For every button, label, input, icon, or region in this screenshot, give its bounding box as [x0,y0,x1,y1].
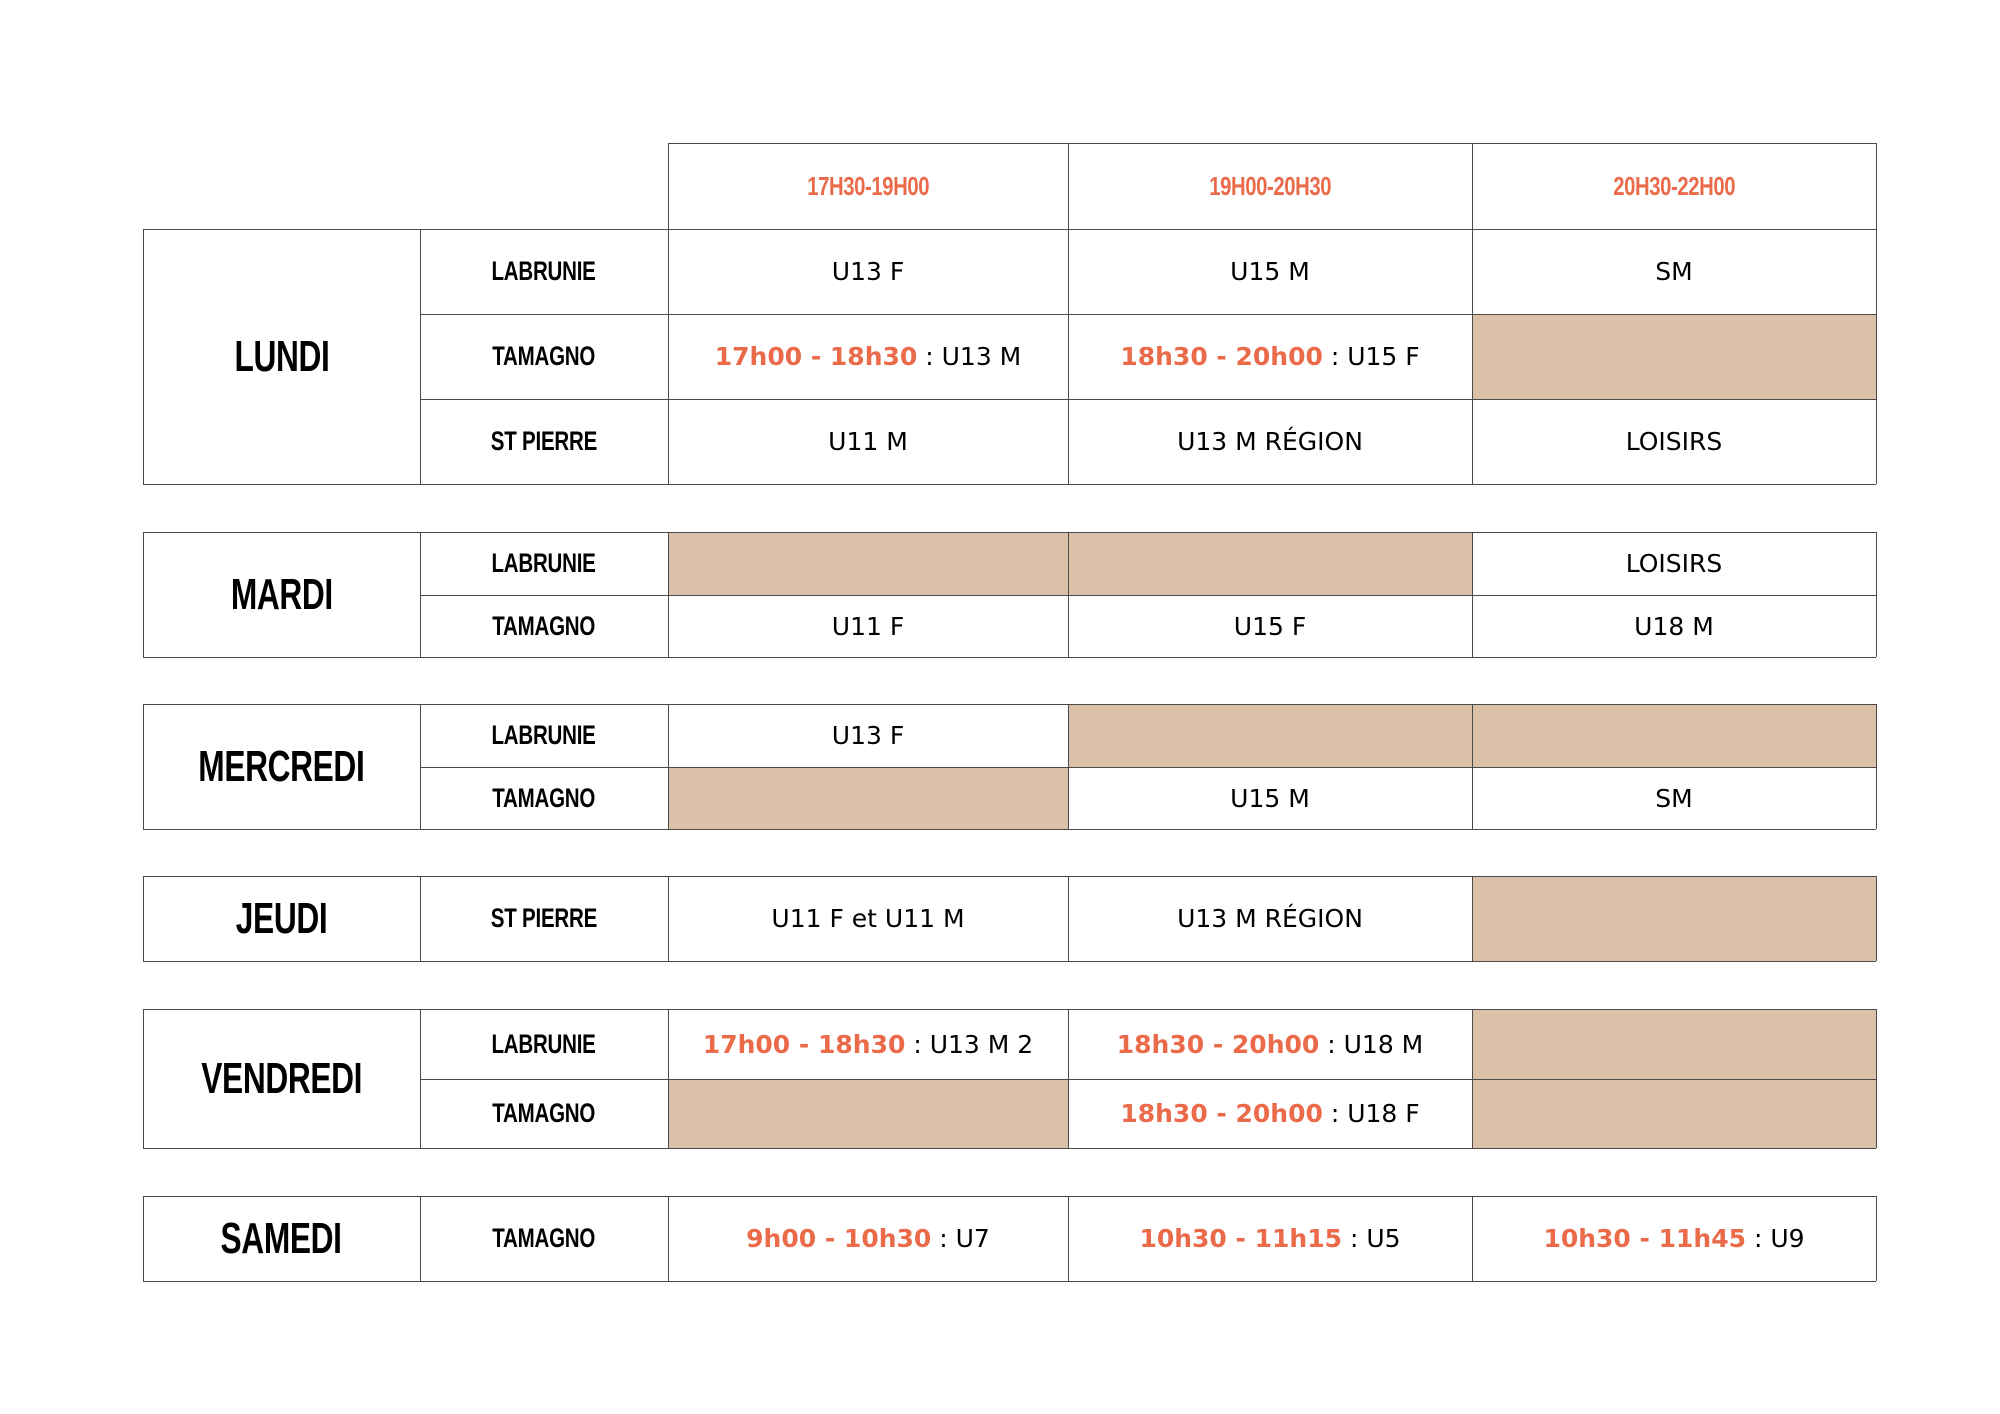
training-slot-value [1177,427,1363,456]
training-slot-cell [668,399,1068,484]
day-name: SAMEDI [220,1213,343,1263]
block-top-border [143,532,1876,533]
training-slot-cell [1068,876,1472,961]
column-divider [1876,704,1877,829]
block-bottom-border [143,484,1876,485]
slot-team: U13 F [831,721,905,750]
slot-team: U11 F et U11 M [771,904,965,933]
training-slot-value [832,721,904,750]
training-slot-value [832,257,904,286]
column-divider [420,1009,421,1148]
empty-slot-cell [668,767,1068,829]
training-slot-cell [668,1009,1068,1079]
column-divider [1876,1009,1877,1148]
column-divider [143,1196,144,1281]
day-label-samedi [143,1196,420,1281]
slot-team: U15 M [1230,257,1310,286]
column-divider [1472,704,1473,829]
training-slot-value [832,612,904,641]
venue-label [420,229,668,314]
empty-slot-cell [1472,1009,1876,1079]
slot-time-range: 10h30 - 11h45 [1543,1224,1746,1253]
venue-name: LABRUNIE [491,548,597,578]
column-divider [1068,229,1069,484]
venue-label [420,595,668,657]
training-slot-cell [1068,767,1472,829]
block-bottom-border [143,657,1876,658]
venue-name: TAMAGNO [492,341,596,371]
column-divider [1068,1009,1069,1148]
slot-team: : U7 [931,1224,990,1253]
column-divider [143,704,144,829]
column-divider [668,532,669,657]
column-divider [420,1196,421,1281]
training-slot-value [1177,904,1363,933]
slot-team: SM [1655,783,1693,813]
venue-name: LABRUNIE [491,256,597,286]
empty-slot-cell [1472,1079,1876,1148]
day-name: LUNDI [234,331,329,381]
slot-time-range: 17h00 - 18h30 [714,342,918,371]
training-slot-value [1626,427,1723,456]
time-slot-header [1472,143,1876,229]
training-slot-value [1655,784,1692,813]
column-divider [1068,532,1069,657]
slot-team: U18 M [1634,611,1714,641]
empty-slot-cell [668,1079,1068,1148]
venue-name: ST PIERRE [490,903,598,933]
training-slot-value [1139,1224,1400,1253]
row-divider [420,1079,1876,1080]
header-top-border [668,143,1876,144]
training-slot-cell [1472,532,1876,595]
training-slot-cell [668,876,1068,961]
time-slot-header [1068,143,1472,229]
column-divider [668,704,669,829]
slot-team: : U18 M [1319,1029,1424,1059]
training-slot-cell [1472,399,1876,484]
column-divider [420,704,421,829]
header-column-divider [668,143,669,229]
training-slot-value [1655,257,1692,286]
column-divider [668,1009,669,1148]
column-divider [668,229,669,484]
venue-label [420,1196,668,1281]
training-slot-value [828,427,908,456]
training-slot-value [1230,784,1310,813]
slot-team: U13 M RÉGION [1177,427,1363,456]
training-slot-value [715,342,1022,371]
venue-label [420,876,668,961]
column-divider [1876,229,1877,484]
training-slot-cell [668,595,1068,657]
empty-slot-cell [1472,876,1876,961]
training-slot-cell [1068,595,1472,657]
slot-time-range: 18h30 - 20h00 [1120,1099,1323,1128]
training-slot-value [1626,549,1723,578]
training-slot-cell [1472,1196,1876,1281]
training-slot-cell [1068,229,1472,314]
column-divider [1876,532,1877,657]
slot-time-range: 9h00 - 10h30 [746,1224,932,1253]
slot-team: LOISIRS [1625,549,1723,578]
slot-team: LOISIRS [1625,427,1723,456]
venue-name: TAMAGNO [492,782,596,813]
column-divider [1472,229,1473,484]
row-divider [420,399,1876,400]
column-divider [1472,1196,1473,1281]
column-divider [1472,876,1473,961]
training-slot-value [703,1030,1033,1059]
slot-team: U11 M [828,427,908,456]
block-top-border [143,1196,1876,1197]
empty-slot-cell [1068,704,1472,767]
column-divider [420,229,421,484]
row-divider [420,314,1876,315]
column-divider [1876,876,1877,961]
venue-name: TAMAGNO [492,610,596,641]
venue-label [420,314,668,399]
slot-time-range: 10h30 - 11h15 [1139,1224,1342,1253]
training-slot-cell [1068,1196,1472,1281]
training-slot-cell [1472,767,1876,829]
column-divider [1068,1196,1069,1281]
training-slot-value [1120,1099,1419,1128]
row-divider [420,595,1876,596]
column-divider [143,532,144,657]
empty-slot-cell [1068,532,1472,595]
training-slot-cell [1068,1079,1472,1148]
training-slot-cell [1068,314,1472,399]
day-label-vendredi [143,1009,420,1148]
slot-time-range: 18h30 - 20h00 [1116,1029,1320,1059]
header-column-divider [1472,143,1473,229]
slot-time-range: 17h00 - 18h30 [702,1029,906,1059]
column-divider [420,876,421,961]
column-divider [143,876,144,961]
slot-team: : U18 F [1322,1099,1420,1128]
day-label-mardi [143,532,420,657]
slot-time-range: 18h30 - 20h00 [1120,342,1323,371]
slot-team: : U5 [1342,1224,1401,1253]
block-top-border [143,876,1876,877]
venue-name: LABRUNIE [491,1028,597,1059]
empty-slot-cell [1472,704,1876,767]
block-top-border [143,704,1876,705]
slot-team: U13 F [831,257,905,286]
training-slot-value [1230,257,1310,286]
time-slot-label: 19H00-20H30 [1208,170,1331,201]
venue-name: ST PIERRE [490,426,598,456]
slot-team: : U13 M 2 [905,1029,1034,1059]
slot-team: : U13 M [917,342,1022,371]
slot-team: : U9 [1746,1224,1805,1253]
training-slot-value [1634,612,1714,641]
venue-name: TAMAGNO [492,1098,596,1128]
column-divider [1068,876,1069,961]
day-label-mercredi [143,704,420,829]
block-top-border [143,1009,1876,1010]
empty-slot-cell [668,532,1068,595]
training-slot-cell [668,704,1068,767]
column-divider [1472,1009,1473,1148]
training-slot-value [1117,1030,1424,1059]
training-slot-cell [1068,1009,1472,1079]
block-top-border [143,229,1876,230]
training-slot-value [771,904,964,933]
training-slot-cell [668,314,1068,399]
slot-team: U13 M RÉGION [1177,904,1363,933]
training-slot-value [746,1224,990,1253]
row-divider [420,767,1876,768]
day-name: JEUDI [235,893,328,943]
day-name: VENDREDI [201,1053,362,1103]
block-bottom-border [143,961,1876,962]
training-slot-cell [1068,399,1472,484]
venue-label [420,704,668,767]
header-column-divider [1068,143,1069,229]
time-slot-header [668,143,1068,229]
block-bottom-border [143,1148,1876,1149]
training-slot-cell [668,229,1068,314]
column-divider [1472,532,1473,657]
column-divider [420,532,421,657]
training-slot-cell [1472,595,1876,657]
slot-team: SM [1655,257,1693,286]
training-slot-cell [668,1196,1068,1281]
column-divider [1068,704,1069,829]
header-column-divider [1876,143,1877,229]
slot-team: U15 M [1230,783,1310,813]
venue-name: TAMAGNO [492,1223,596,1253]
slot-team: U15 F [1233,611,1307,641]
training-slot-value [1120,342,1419,371]
slot-team: : U15 F [1322,342,1420,371]
venue-label [420,399,668,484]
column-divider [668,876,669,961]
venue-label [420,767,668,829]
block-bottom-border [143,1281,1876,1282]
column-divider [143,1009,144,1148]
time-slot-label: 17H30-19H00 [806,170,929,201]
venue-label [420,532,668,595]
day-label-jeudi [143,876,420,961]
slot-team: U11 F [831,611,905,641]
venue-label [420,1079,668,1148]
column-divider [1876,1196,1877,1281]
day-label-lundi [143,229,420,484]
time-slot-label: 20H30-22H00 [1612,170,1735,201]
day-name: MERCREDI [198,741,365,791]
day-name: MARDI [230,569,333,619]
venue-label [420,1009,668,1079]
training-slot-value [1234,612,1306,641]
block-bottom-border [143,829,1876,830]
venue-name: LABRUNIE [491,720,597,750]
training-slot-value [1543,1224,1804,1253]
column-divider [143,229,144,484]
column-divider [668,1196,669,1281]
empty-slot-cell [1472,314,1876,399]
training-slot-cell [1472,229,1876,314]
